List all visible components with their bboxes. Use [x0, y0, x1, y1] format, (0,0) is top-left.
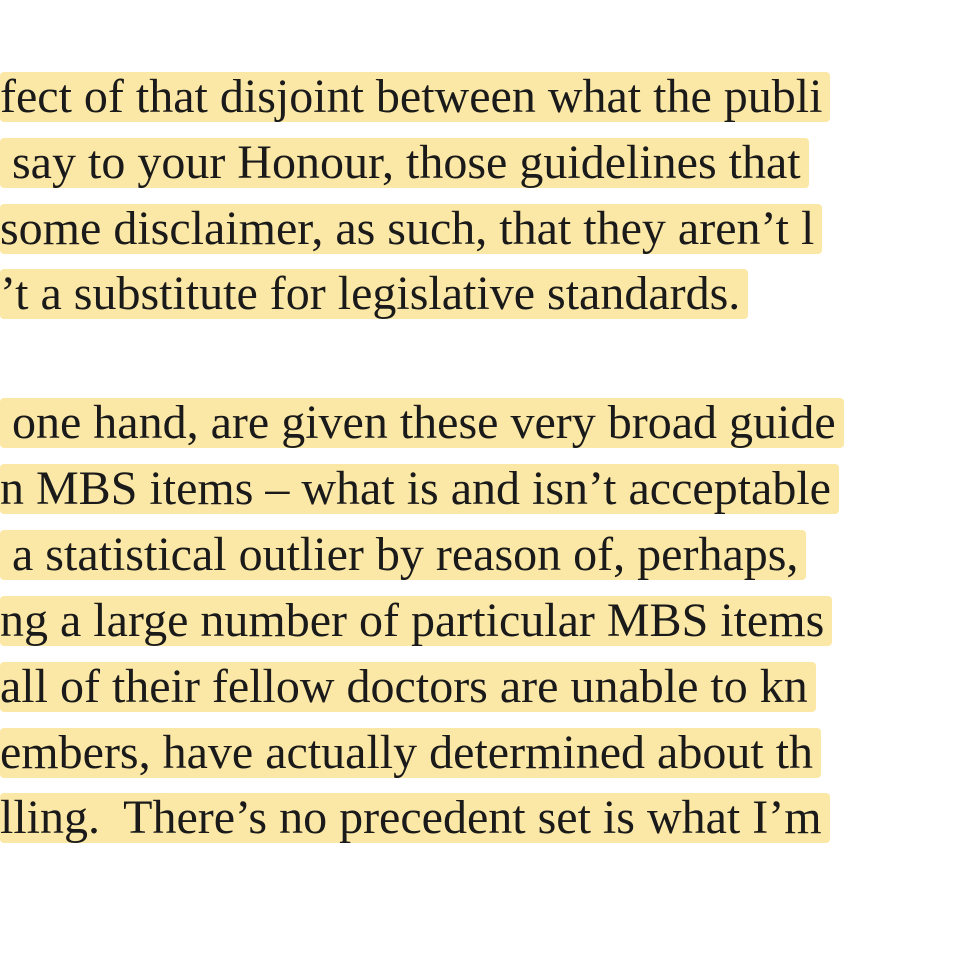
highlighted-text: ’t a substitute for legislative standards.	[0, 269, 748, 319]
highlighted-text: a statistical outlier by reason of, perhaps,	[0, 530, 806, 580]
highlighted-text: say to your Honour, those guidelines that	[0, 138, 809, 188]
highlighted-text: embers, have actually determined about th	[0, 728, 821, 778]
highlighted-text: n MBS items – what is and isn’t acceptable	[0, 464, 839, 514]
text-line	[0, 130, 809, 196]
highlighted-text: one hand, are given these very broad guide	[0, 398, 844, 448]
text-line	[0, 654, 816, 720]
text-line	[0, 390, 844, 456]
text-line	[0, 64, 830, 130]
text-line	[0, 720, 821, 786]
text-line	[0, 588, 832, 654]
text-line	[0, 785, 830, 851]
text-line	[0, 261, 748, 327]
highlighted-text: all of their fellow doctors are unable to kn	[0, 662, 816, 712]
highlighted-text: fect of that disjoint between what the publi	[0, 72, 830, 122]
highlighted-text: lling. There’s no precedent set is what I’m	[0, 793, 830, 843]
text-line	[0, 522, 806, 588]
text-line	[0, 196, 822, 262]
highlighted-text: ng a large number of particular MBS items	[0, 596, 832, 646]
text-line	[0, 456, 839, 522]
highlighted-text: some disclaimer, as such, that they aren’t l	[0, 204, 822, 254]
